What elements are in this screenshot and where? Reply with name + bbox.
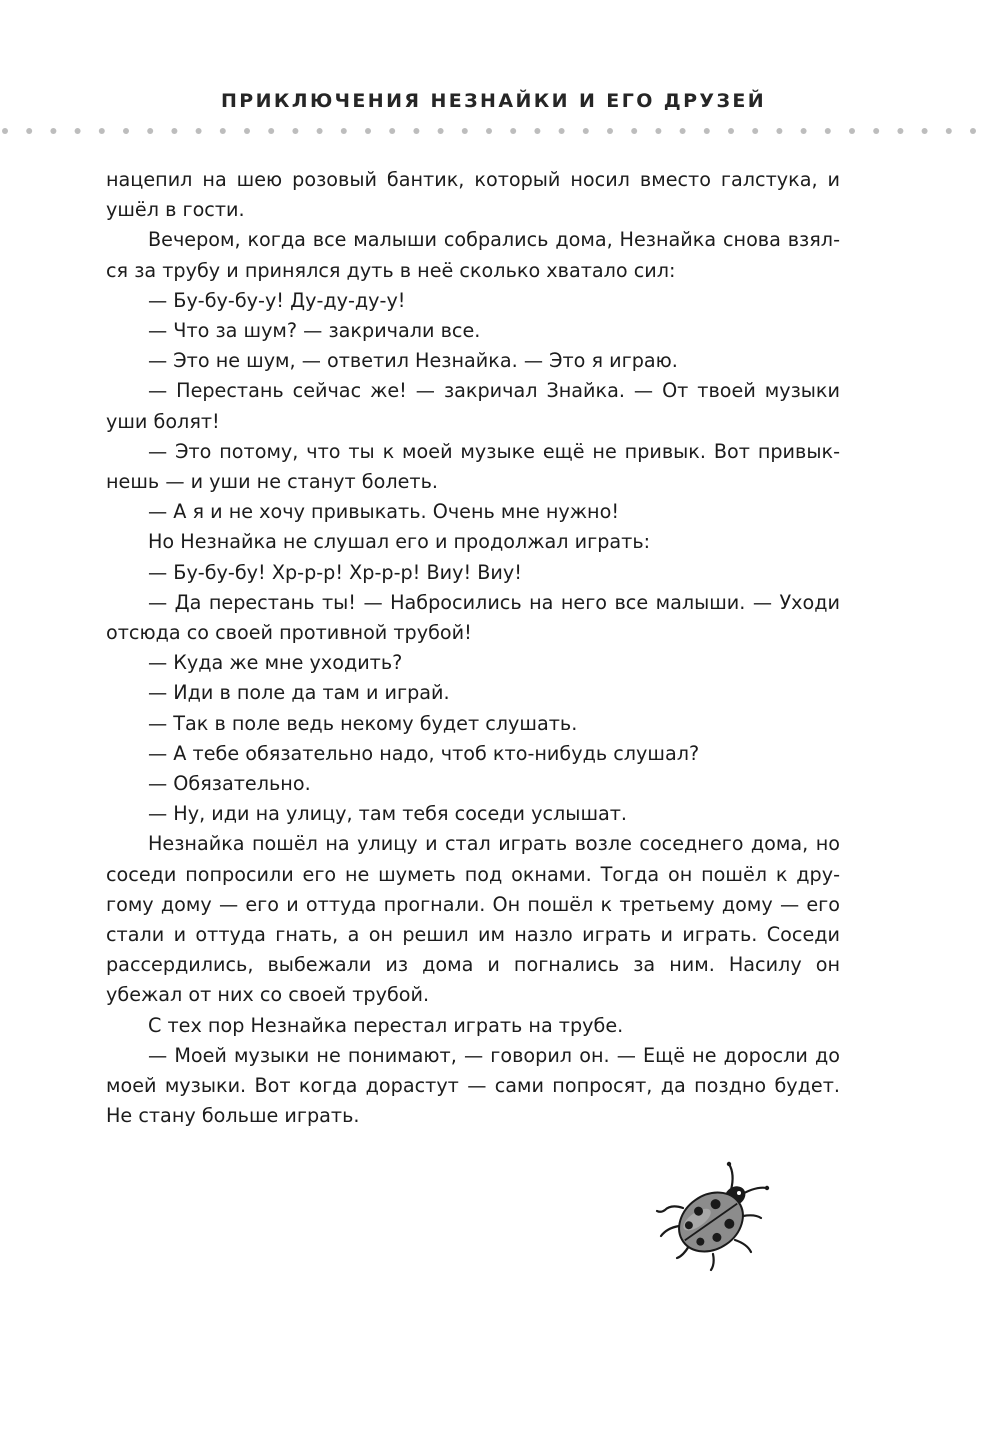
running-title: ПРИКЛЮЧЕНИЯ НЕЗНАЙКИ И ЕГО ДРУЗЕЙ xyxy=(220,90,767,112)
divider-dot xyxy=(244,128,250,134)
dialogue-line: — Моей музыки не понимают, — говорил он. — Ещё не доросли до моей музыки. Вот когда дорастут — сами попросят, да поздно будет. Не стану больше играть. xyxy=(106,1043,840,1128)
dialogue-line: — Куда же мне уходить? xyxy=(148,651,403,675)
divider-dot xyxy=(607,128,613,134)
dotted-divider xyxy=(0,126,987,136)
divider-dot xyxy=(631,128,637,134)
dialogue-line: — А я и не хочу привыкать. Очень мне нужно! xyxy=(148,500,620,524)
story-text xyxy=(106,165,840,1132)
divider-dot xyxy=(438,128,444,134)
divider-dot xyxy=(704,128,710,134)
divider-dot xyxy=(534,128,540,134)
dialogue-line: — Бу-бу-бу! Хр-р-р! Хр-р-р! Виу! Виу! xyxy=(148,560,522,584)
divider-dot xyxy=(970,128,976,134)
divider-dot xyxy=(220,128,226,134)
divider-dot xyxy=(559,128,565,134)
divider-dot xyxy=(413,128,419,134)
divider-dot xyxy=(776,128,782,134)
paragraph: С тех пор Незнайка перестал играть на трубе. xyxy=(148,1013,624,1037)
dialogue-line: — Иди в поле да там и играй. xyxy=(148,681,450,705)
divider-dot xyxy=(486,128,492,134)
paragraph: Но Незнайка не слушал его и продолжал играть: xyxy=(148,530,651,554)
divider-dot xyxy=(292,128,298,134)
paragraph: Незнайка пошёл на улицу и стал играть возле соседнего дома, но соседи попросили его не шуметь под окнами. Тогда он пошёл к другому дому — его и оттуда прогнали. Он пошёл к третьему дому — его стали и оттуда гнать, а он решил им назло играть и играть. Соседи рассердились, выбежали из дома и погнались за ним. Насилу он убежал от них со своей трубой. xyxy=(106,832,840,1007)
divider-dot xyxy=(873,128,879,134)
dialogue-line: — Да перестань ты! — Набросились на него все малыши. — Уходи отсюда со своей противной трубой! xyxy=(106,590,840,645)
divider-dot xyxy=(680,128,686,134)
divider-dot xyxy=(341,128,347,134)
divider-dot xyxy=(26,128,32,134)
divider-dot xyxy=(2,128,8,134)
divider-dot xyxy=(801,128,807,134)
divider-dot xyxy=(75,128,81,134)
divider-dot xyxy=(897,128,903,134)
divider-dot xyxy=(147,128,153,134)
ladybug-icon xyxy=(655,1160,775,1280)
divider-dot xyxy=(849,128,855,134)
dialogue-line: — Это не шум, — ответил Незнайка. — Это я играю. xyxy=(148,349,678,373)
dialogue-line: — Ну, иди на улицу, там тебя соседи услышат. xyxy=(148,802,628,826)
divider-dot xyxy=(728,128,734,134)
dialogue-line: — А тебе обязательно надо, чтоб кто-нибудь слушал? xyxy=(148,741,700,765)
divider-dot xyxy=(510,128,516,134)
dialogue-line: — Это потому, что ты к моей музыке ещё не привык. Вот привыкнешь — и уши не станут болеть. xyxy=(106,439,840,494)
dialogue-line: — Так в поле ведь некому будет слушать. xyxy=(148,711,578,735)
paragraph: Вечером, когда все малыши собрались дома, Незнайка снова взялся за трубу и принялся дуть в неё сколько хватало сил: xyxy=(106,228,840,282)
divider-dot xyxy=(123,128,129,134)
divider-dot xyxy=(752,128,758,134)
paragraph: нацепил на шею розовый бантик, который носил вместо галстука, и ушёл в гости. xyxy=(106,168,840,222)
divider-dot xyxy=(99,128,105,134)
divider-dot xyxy=(389,128,395,134)
divider-dot xyxy=(365,128,371,134)
divider-dot xyxy=(462,128,468,134)
divider-dot xyxy=(268,128,274,134)
divider-dot xyxy=(196,128,202,134)
divider-dot xyxy=(50,128,56,134)
dialogue-line: — Что за шум? — закричали все. xyxy=(148,319,481,343)
divider-dot xyxy=(583,128,589,134)
divider-dot xyxy=(655,128,661,134)
divider-dot xyxy=(825,128,831,134)
dialogue-line: — Перестань сейчас же! — закричал Знайка. — От твоей музыки уши болят! xyxy=(106,379,840,433)
divider-dot xyxy=(922,128,928,134)
dialogue-line: — Бу-бу-бу-у! Ду-ду-ду-у! xyxy=(148,288,406,312)
divider-dot xyxy=(317,128,323,134)
divider-dot xyxy=(171,128,177,134)
divider-dot xyxy=(946,128,952,134)
dialogue-line: — Обязательно. xyxy=(148,772,311,796)
